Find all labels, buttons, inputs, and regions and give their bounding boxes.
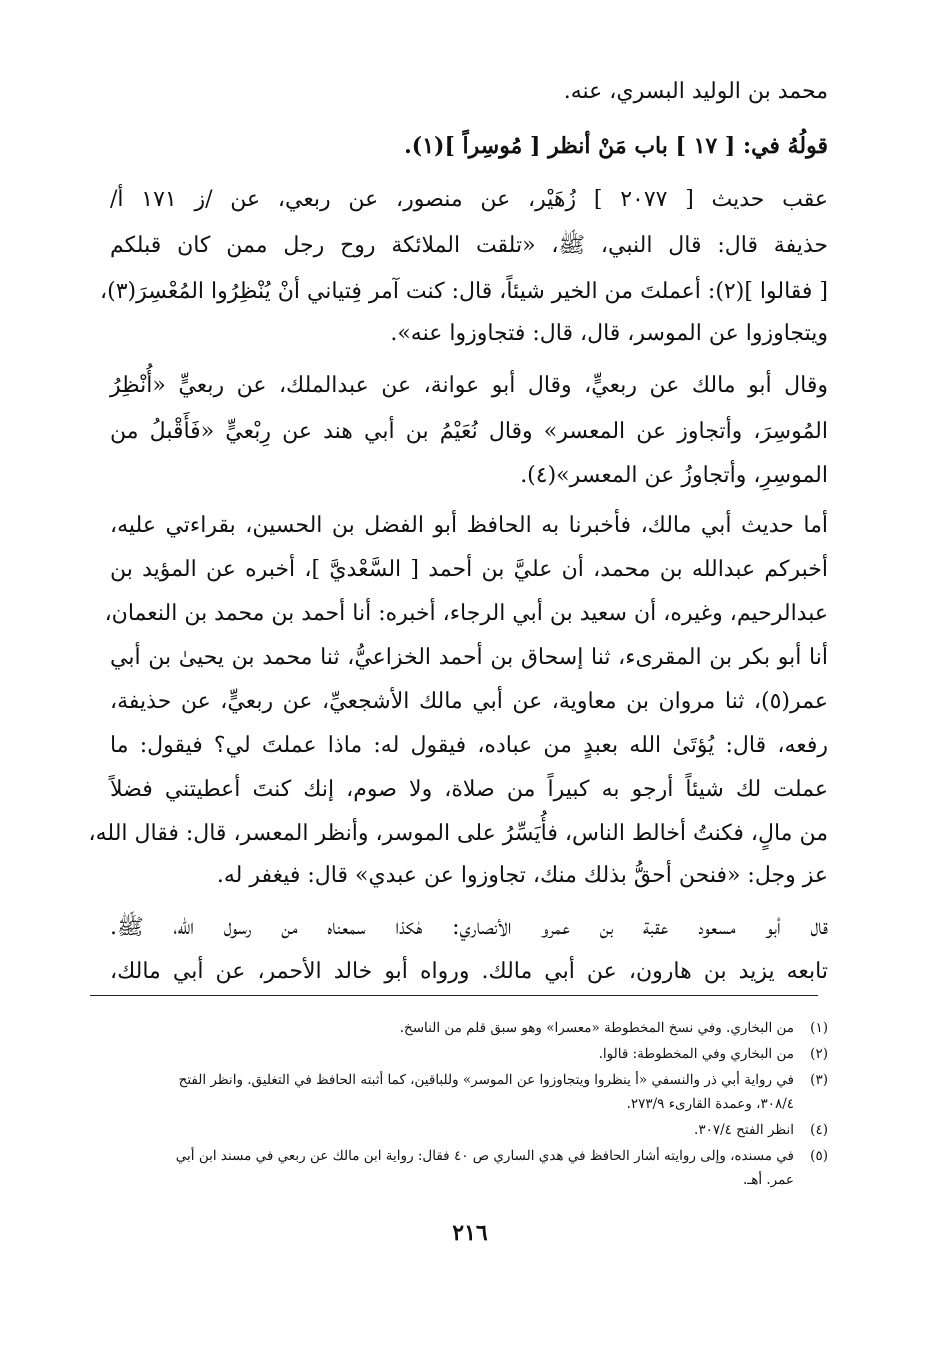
footnote bbox=[100, 1018, 828, 1038]
text-line: من مالٍ، فكنتُ أخالط الناس، فأُيَسِّرُ على الموسر، وأنظر المعسر، قال: فقال الله، bbox=[88, 821, 828, 846]
footnote-separator bbox=[90, 995, 818, 996]
text-line: تابعه يزيد بن هارون، عن أبي مالك. ورواه أبو خالد الأحمر، عن أبي مالك، bbox=[110, 959, 828, 984]
text-line: ويتجاوزوا عن الموسر، قال، قال: فتجاوزوا عنه». bbox=[390, 321, 828, 346]
text-line: رفعه، قال: يُؤتَىٰ الله بعبدٍ من عباده، فيقول له: ماذا عملتَ لي؟ فيقول: ما bbox=[110, 733, 828, 758]
footnote bbox=[100, 1070, 828, 1090]
chapter-heading: قولُهُ في: [ ١٧ ] باب مَنْ أنظر [ مُوسِراً ](١). bbox=[404, 133, 828, 159]
footnote-text: في مسنده، وإلى روايته أشار الحافظ في هدي الساري ص ٤٠ فقال: رواية ابن مالك عن ربعي في مسند ابن أبي bbox=[175, 1148, 794, 1164]
text-line: أنا أبو بكر بن المقرىء، ثنا إسحاق بن أحمد الخزاعيُّ، ثنا محمد بن يحيىٰ بن أبي bbox=[110, 645, 828, 670]
text-line: [ فقالوا ](٢): أعملتَ من الخير شيئاً، قال: كنت آمر فِتياني أنْ يُنْظِرُوا المُعْسِرَ(٣)، bbox=[100, 279, 828, 304]
text-line: محمد بن الوليد البسري، عنه. bbox=[563, 79, 828, 104]
page-number: ٢١٦ bbox=[452, 1220, 488, 1246]
footnote-continuation: عمر. أهـ. bbox=[742, 1172, 794, 1188]
text-line: عبدالرحيم، وغيره، أن سعيد بن أبي الرجاء، أخبره: أنا أحمد بن محمد بن النعمان، bbox=[104, 601, 828, 626]
footnote bbox=[100, 1146, 828, 1166]
text-line: عقب حديث [ ٢٠٧٧ ] زُهَيْر، عن منصور، عن ربعي، عن /ز ١٧١ أ/ bbox=[110, 187, 829, 212]
footnote-number: (٥) bbox=[810, 1148, 828, 1164]
text-line: الموسِرِ، وأتجاوزُ عن المعسر»(٤). bbox=[520, 463, 828, 488]
text-line: عملت لك شيئاً أرجو به كبيراً من صلاة، ولا صوم، إنك كنتَ أعطيتني فضلاً bbox=[110, 777, 828, 802]
text-line: قال أبو مسعود عقبة بن عمرو الأنصاري: هٰكذا سمعناه من رسول الله، ﷺ. bbox=[110, 915, 828, 940]
footnote-text: من البخاري وفي المخطوطة: قالوا. bbox=[598, 1046, 794, 1062]
footnote-text: في رواية أبي ذر والنسفي «أ ينظروا ويتجاوزوا عن الموسر» وللباقين، كما أثبته الحافظ في التغليق. وانظر الفتح bbox=[178, 1072, 794, 1088]
text-line: أخبركم عبدالله بن محمد، أن عليَّ بن أحمد [ السَّعْديَّ ]، أخبره عن المؤيد بن bbox=[110, 557, 828, 582]
footnote-number: (١) bbox=[810, 1020, 828, 1036]
footnote-number: (٣) bbox=[810, 1072, 828, 1088]
footnote-text: انظر الفتح ٣٠٧/٤. bbox=[694, 1122, 794, 1138]
text-line: عز وجل: «فنحن أحقُّ بذلك منك، تجاوزوا عن عبدي» قال: فيغفر له. bbox=[216, 863, 828, 888]
text-line: المُوسِرَ، وأتجاوز عن المعسر» وقال نُعَيْمُ بن أبي هند عن رِبْعيٍّ «فَأَقْبلُ من bbox=[110, 419, 828, 444]
footnote-number: (٢) bbox=[810, 1046, 828, 1062]
text-line: عمر(٥)، ثنا مروان بن معاوية، عن أبي مالك الأشجعيِّ، عن ربعيٍّ، عن حذيفة، bbox=[110, 689, 828, 714]
footnote-continuation: ٣٠٨/٤، وعمدة القارىء ٢٧٣/٩. bbox=[626, 1096, 794, 1112]
footnote bbox=[100, 1044, 828, 1064]
text-line: حذيفة قال: قال النبي، ﷺ، «تلقت الملائكة روح رجل ممن كان قبلكم bbox=[110, 233, 828, 258]
footnote-text: من البخاري. وفي نسخ المخطوطة «معسرا» وهو سبق قلم من الناسخ. bbox=[399, 1020, 794, 1036]
footnote-number: (٤) bbox=[810, 1122, 828, 1138]
footnote bbox=[100, 1120, 828, 1140]
text-line: وقال أبو مالك عن ربعيٍّ، وقال أبو عوانة، عن عبدالملك، عن ربعيٍّ «أُنْظِرُ bbox=[110, 373, 828, 398]
text-line: أما حديث أبي مالك، فأخبرنا به الحافظ أبو الفضل بن الحسين، بقراءتي عليه، bbox=[110, 513, 828, 538]
